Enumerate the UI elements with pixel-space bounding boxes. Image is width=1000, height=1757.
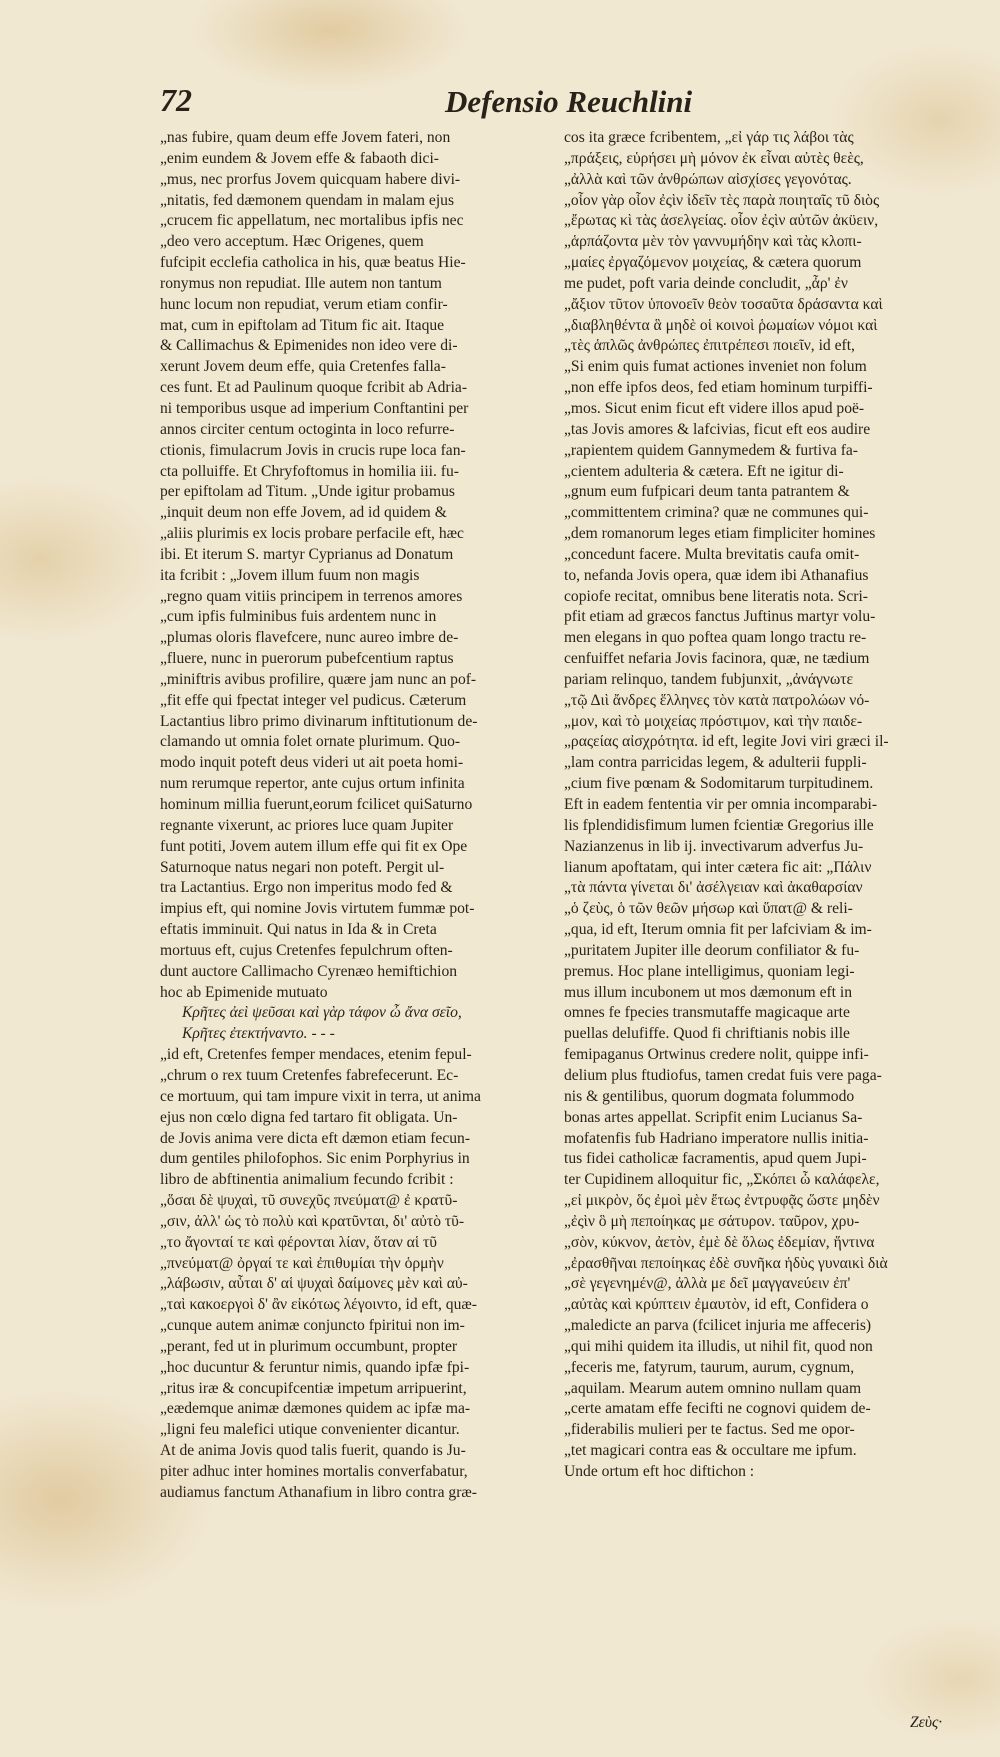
text-line: „inquit deum non effe Jovem, ad id quidem & — [160, 504, 447, 522]
text-line: „fluere, nunc in puerorum pubefcentium raptus — [160, 650, 454, 668]
right-column — [564, 128, 982, 1483]
text-line: „fit effe qui fpectat integer vel pudicus. Cæterum — [160, 691, 467, 709]
text-line: „εἰ μικρὸν, ὅς ἐμοὶ μὲν ἔτως ἐντρυφᾷς ὥστε μηδὲν — [564, 1192, 880, 1210]
text-line: pfit etiam ad græcos fanctus Juftinus martyr volu- — [564, 608, 876, 626]
text-line: mat, cum in epiftolam ad Titum fic ait. Itaque — [160, 316, 445, 334]
text-line: „αὐτὰς καὶ κρύπτειν ἐμαυτὸν, id eft, Confidera o — [564, 1296, 869, 1314]
text-line: „nas fubire, quam deum effe Jovem fateri, non — [160, 129, 451, 146]
text-line: num rerumque repertor, ante cujus ortum infinita — [160, 775, 465, 793]
text-line: puellas delufiffe. Quod fi chriftianis nobis ille — [564, 1025, 850, 1043]
text-line: omnes fe fpecies transmutaffe magicaque arte — [564, 1004, 850, 1022]
text-line: „id eft, Cretenfes femper mendaces, etenim fepul- — [160, 1046, 472, 1064]
verse-line: Κρῆτες ἀεὶ ψεῦσαι καὶ γὰρ τάφον ὦ ἄνα σεῖο, — [182, 1004, 462, 1022]
text-line: „perant, fed ut in plurimum occumbunt, propter — [160, 1337, 458, 1355]
text-line: Lactantius libro primo divinarum inftitutionum de- — [160, 712, 478, 730]
text-line: annos circiter centum octoginta in loco refurre- — [160, 420, 455, 438]
text-line: „cium five pœnam & Sodomitarum turpitudinem. — [564, 775, 874, 793]
text-line: lianum apoftatam, qui inter cætera fic ait: „Πάλιν — [564, 858, 872, 876]
text-line: „crucem fic appellatum, nec mortalibus ipfis nec — [160, 212, 464, 230]
text-line: cta polluiffe. Et Chryfoftomus in homilia iii. fu- — [160, 462, 459, 480]
text-line: modo inquit poteft deus videri ut ait poeta homi- — [160, 754, 464, 772]
text-line: ter Cupidinem alloquitur fic, „Σκόπει ὦ καλάφελε, — [564, 1171, 880, 1189]
text-line: mus illum incubonem ut mos dæmonum eft in — [564, 983, 853, 1001]
text-line: „feceris me, fatyrum, taurum, aurum, cygnum, — [564, 1358, 855, 1376]
text-line: „ὅσαι δὲ ψυχαὶ, τῦ συνεχῦς πνεύματ@ ἐ κρατῦ- — [160, 1192, 458, 1210]
verse-line: Κρῆτες ἐτεκτήναντο. - - - — [182, 1025, 335, 1043]
text-line: fufcipit ecclefia catholica in his, quæ beatus Hie- — [160, 254, 466, 272]
text-line: mortuus eft, cujus Cretenfes fepulchrum often- — [160, 941, 453, 959]
text-line: „maledicte an parva (fcilicet injuria me affeceris) — [564, 1317, 872, 1335]
text-line: femipaganus Ortwinus credere nolit, quippe infi- — [564, 1046, 869, 1064]
text-line: „tas Jovis amores & lafcivias, ficut eft eos audire — [564, 420, 871, 438]
text-line: „σὸν, κύκνον, ἀετὸν, ἐμὲ δὲ ὅλως ἐδεμίαν, ἥντινα — [564, 1233, 875, 1251]
text-line: „μαίες ἐργαζόμενον μοιχείας, & cætera quorum — [564, 254, 862, 272]
text-line: ctionis, fimulacrum Jovis in crucis rupe loca fan- — [160, 441, 466, 459]
text-line: „ritus iræ & concupifcentiæ impetum arripuerint, — [160, 1379, 467, 1397]
catchword: Ζεὺς· — [910, 1714, 943, 1731]
text-line: „ὁ ζεὺς, ὁ τῶν θεῶν μήσωρ καὶ ὕπατ@ & reli- — [564, 900, 853, 918]
text-line: „committentem crimina? quæ ne communes qui- — [564, 504, 869, 522]
text-line: „ἄξιον τῦτον ὑπονοεῖν θεὸν τοσαῦτα δράσαντα καὶ — [564, 295, 883, 313]
text-line: tra Lactantius. Ergo non imperitus modo fed & — [160, 879, 453, 897]
text-line: ibi. Et iterum S. martyr Cyprianus ad Donatum — [160, 545, 454, 563]
text-line: „ἐςὶν ὃ μὴ πεποίηκας με σάτυρον. ταῦρον, χρυ- — [564, 1212, 860, 1230]
text-line: „deo vero acceptum. Hæc Origenes, quem — [160, 233, 424, 251]
text-line: „cum ipfis fulminibus fuis ardentem nunc in — [160, 608, 437, 626]
text-line: pariam relinquo, tandem fubjunxit, „ἀνάγνωτε — [564, 670, 854, 688]
text-line: hoc ab Epimenide mutuato — [160, 983, 328, 1001]
text-line: dum gentiles philofophos. Sic enim Porphyrius in — [160, 1150, 470, 1168]
text-line: „μον, καὶ τὸ μοιχείας πρόστιμον, καὶ τὴν παιδε- — [564, 712, 863, 730]
text-line: „aquilam. Mearum autem omnino nullam quam — [564, 1379, 862, 1397]
text-line: cos ita græce fcribentem, „εἰ γάρ τις λάβοι τὰς — [564, 129, 854, 146]
running-head — [160, 82, 980, 122]
text-line: ita fcribit : „Jovem illum fuum non magis — [160, 566, 420, 584]
text-line: Unde ortum eft hoc diftichon : — [564, 1463, 755, 1480]
text-line: impius eft, qui nomine Jovis virtutem fummæ pot- — [160, 900, 475, 918]
text-line: delium plus ftudiofus, tamen credat fuis vere paga- — [564, 1066, 882, 1084]
text-line: hominum millia fuerunt,eorum fcilicet quiSaturno — [160, 796, 473, 813]
text-line: „dem romanorum leges etiam fimpliciter homines — [564, 525, 876, 543]
text-line: per epiftolam ad Titum. „Unde igitur probamus — [160, 483, 455, 501]
text-line: „σὲ γεγενημέν@, ἀλλὰ με δεῖ μαγγανεύειν ἐπ' — [564, 1275, 851, 1293]
text-line: „cunque autem animæ conjuncto fpiritui non im- — [160, 1317, 465, 1335]
text-line: „miniftris avibus profilire, quære jam nunc an pof- — [160, 670, 477, 688]
text-line: „concedunt facere. Multa brevitatis caufa omit- — [564, 545, 860, 563]
text-line: premus. Hoc plane intelligimus, quoniam legi- — [564, 962, 855, 980]
text-line: Eft in eadem fententia vir per omnia incomparabi- — [564, 796, 878, 813]
text-line: „τὰ πάντα γίνεται δι' ἀσέλγειαν καὶ ἀκαθαρσίαν — [564, 879, 863, 897]
text-line: „τῷ Διὶ ἄνδρες ἕλληνες τὸν κατὰ πατρολώων νό- — [564, 691, 870, 709]
text-line: dunt auctore Callimacho Cyrenæo hemiftichion — [160, 962, 458, 980]
text-line: piter adhuc inter homines mortalis converfabatur, — [160, 1463, 468, 1480]
text-line: tus fidei catholicæ facramentis, apud quem Jupi- — [564, 1150, 867, 1168]
text-line: & Callimachus & Epimenides non ideo vere di- — [160, 337, 458, 355]
text-line: „plumas oloris flavefcere, nunc aureo imbre de- — [160, 629, 459, 647]
text-line: „tet magicari contra eas & occultare me ipfum. — [564, 1442, 857, 1460]
text-line: bonas artes appellat. Scripfit enim Lucianus Sa- — [564, 1108, 863, 1126]
text-line: „ἁρπάζοντα μὲν τὸν γαννυμήδην καὶ τὰς κλοπι- — [564, 233, 862, 251]
text-line: „regno quam vitiis principem in terrenos amores — [160, 587, 463, 605]
left-column — [160, 128, 550, 1504]
text-line: „το ἄγονταί τε καὶ φέρονται λίαν, ὅταν αἱ τῦ — [160, 1233, 437, 1251]
running-title: Defensio Reuchlini — [445, 84, 693, 119]
text-line: cenfuiffet nefaria Jovis facinora, quæ, ne tædium — [564, 650, 870, 668]
text-line: ce mortuum, qui tam impure vixit in terra, ut anima — [160, 1087, 481, 1105]
text-line: funt potiti, Jovem autem illum effe qui fit ex Ope — [160, 837, 468, 855]
text-line: „mus, nec prorfus Jovem quicquam habere divi- — [160, 170, 461, 188]
text-line: „ἔρωτας κὶ τὰς ἀσελγείας. οἷον ἐςὶν αὐτῶν ἀκϋειν, — [564, 212, 879, 230]
text-line: men elegans in quo poftea quam longo tractu re- — [564, 629, 867, 647]
text-line: „cientem adulteria & cætera. Eft ne igitur di- — [564, 462, 844, 480]
text-line: „qua, id eft, Iterum omnia fit per lafciviam & im- — [564, 921, 872, 939]
text-line: „enim eundem & Jovem effe & fabaoth dici- — [160, 149, 440, 167]
text-line: „aliis plurimis ex locis probare perfacile eft, hæc — [160, 525, 464, 543]
text-line: libro de abftinentia animalium fecundo fcribit : — [160, 1171, 454, 1189]
text-line: ni temporibus usque ad imperium Conftantini per — [160, 399, 469, 417]
text-line: nis & gentilibus, quorum dogmata folummodo — [564, 1087, 855, 1105]
text-line: „qui mihi quidem ita illudis, ut nihil fit, quod non — [564, 1337, 873, 1355]
text-line: Saturnoque natus negari non poteft. Pergit ul- — [160, 858, 445, 876]
text-line: eftatis imminuit. Qui natus in Ida & in Creta — [160, 921, 437, 939]
text-line: At de anima Jovis quod talis fuerit, quando is Ju- — [160, 1442, 466, 1460]
text-line: mofatenfis fub Hadriano imperatore nullis initia- — [564, 1129, 869, 1147]
text-line: „fiderabilis mulieri per te factus. Sed me opor- — [564, 1421, 855, 1439]
text-line: clamando ut omnia folet ornate plurimum. Quo- — [160, 733, 461, 751]
page-number: 72 — [160, 82, 192, 118]
text-line: lis fplendidisfimum lumen fcientiæ Gregorius ille — [564, 816, 874, 834]
text-line: copiofe recitat, omnibus bene literatis nota. Scri- — [564, 587, 868, 605]
text-line: ces funt. Et ad Paulinum quoque fcribit ab Adria- — [160, 379, 468, 397]
text-line: „gnum eum fufpicari deum tanta patrantem & — [564, 483, 850, 501]
text-line: ronymus non repudiat. Ille autem non tantum — [160, 274, 442, 292]
text-line: „Si enim quis fumat actiones inveniet non folum — [564, 358, 867, 376]
text-line: „hoc ducuntur & feruntur nimis, quando ipfæ fpi- — [160, 1358, 470, 1376]
text-line: „certe amatam effe fecifti ne cognovi quidem de- — [564, 1400, 871, 1418]
text-line: ejus non cœlo digna fed tartaro fit obligata. Un- — [160, 1108, 458, 1126]
text-line: „lam contra parricidas legem, & adulterii fuppli- — [564, 754, 867, 772]
text-line: „ταὶ κακοεργοὶ δ' ἂν εἰκότως λέγοιντο, id eft, quæ- — [160, 1296, 477, 1314]
text-line: „rapientem quidem Gannymedem & furtiva fa- — [564, 441, 859, 459]
text-line: „puritatem Jupiter ille deorum confiliator & fu- — [564, 941, 860, 959]
text-line: „τὲς ἁπλῶς ἀνθρώπες ἐπιτρέπεσι ποιεῖν, id eft, — [564, 337, 855, 355]
text-line: „ligni feu malefici utique convenienter dicantur. — [160, 1421, 460, 1439]
text-line: xerunt Jovem deum effe, quia Cretenfes falla- — [160, 358, 446, 376]
text-line: „eædemque animæ dæmones quidem ac ipfæ ma- — [160, 1400, 471, 1418]
text-line: „πράξεις, εὑρήσει μὴ μόνον ἐκ εἶναι αὐτὲς θεὲς, — [564, 149, 864, 167]
text-line: „οἷον γὰρ οἷον ἐςὶν ἰδεῖν τὲς παρὰ ποιηταῖς τῦ διὸς — [564, 191, 880, 209]
text-line: „ἀλλὰ καὶ τῶν ἀνθρώπων αἰσχίσες γεγονότας. — [564, 170, 852, 188]
text-line: de Jovis anima vere dicta eft dæmon etiam fecun- — [160, 1129, 471, 1147]
text-line: „non effe ipfos deos, fed etiam hominum turpiffi- — [564, 379, 873, 397]
text-line: „λάβωσιν, αὗται δ' αἱ ψυχαὶ δαίμονες μὲν καὶ αὐ- — [160, 1275, 468, 1293]
text-line: „ραςείας αἰσχρότητα. id eft, legite Jovi viri græci il- — [564, 733, 889, 751]
text-line: „mos. Sicut enim ficut eft videre illos apud poë- — [564, 399, 865, 417]
text-line: „πνεύματ@ ὀργαί τε καὶ ἐπιθυμίαι τὴν ὁρμὴν — [160, 1254, 444, 1272]
text-line: Nazianzenus in lib ij. invectivarum adverfus Ju- — [564, 837, 864, 855]
text-line: hunc locum non repudiat, verum etiam confir- — [160, 295, 448, 313]
text-line: „nitatis, fed dæmonem quendam in malam ejus — [160, 191, 455, 209]
text-line: „διαβληθέντα ἃ μηδὲ οἱ κοινοὶ ῥωμαίων νόμοι καὶ — [564, 316, 878, 334]
text-line: regnante vixerunt, ac priores luce quam Jupiter — [160, 816, 454, 834]
text-line: „σιν, ἀλλ' ὡς τὸ πολὺ καὶ κρατῦνται, δι' αὐτὸ τῦ- — [160, 1212, 465, 1230]
text-line: audiamus fanctum Athanafium in libro contra græ- — [160, 1483, 477, 1501]
text-line: „chrum o rex tuum Cretenfes fabrefecerunt. Ec- — [160, 1066, 459, 1084]
text-line: to, nefanda Jovis opera, quæ idem ibi Athanafius — [564, 566, 869, 584]
text-line: „ἐρασθῆναι πεποίηκας ἐδὲ συνῆκα ἡδὺς γυναικὶ διὰ — [564, 1254, 888, 1272]
text-line: me pudet, poft varia deinde concludit, „ἆρ' ἐν — [564, 274, 848, 292]
